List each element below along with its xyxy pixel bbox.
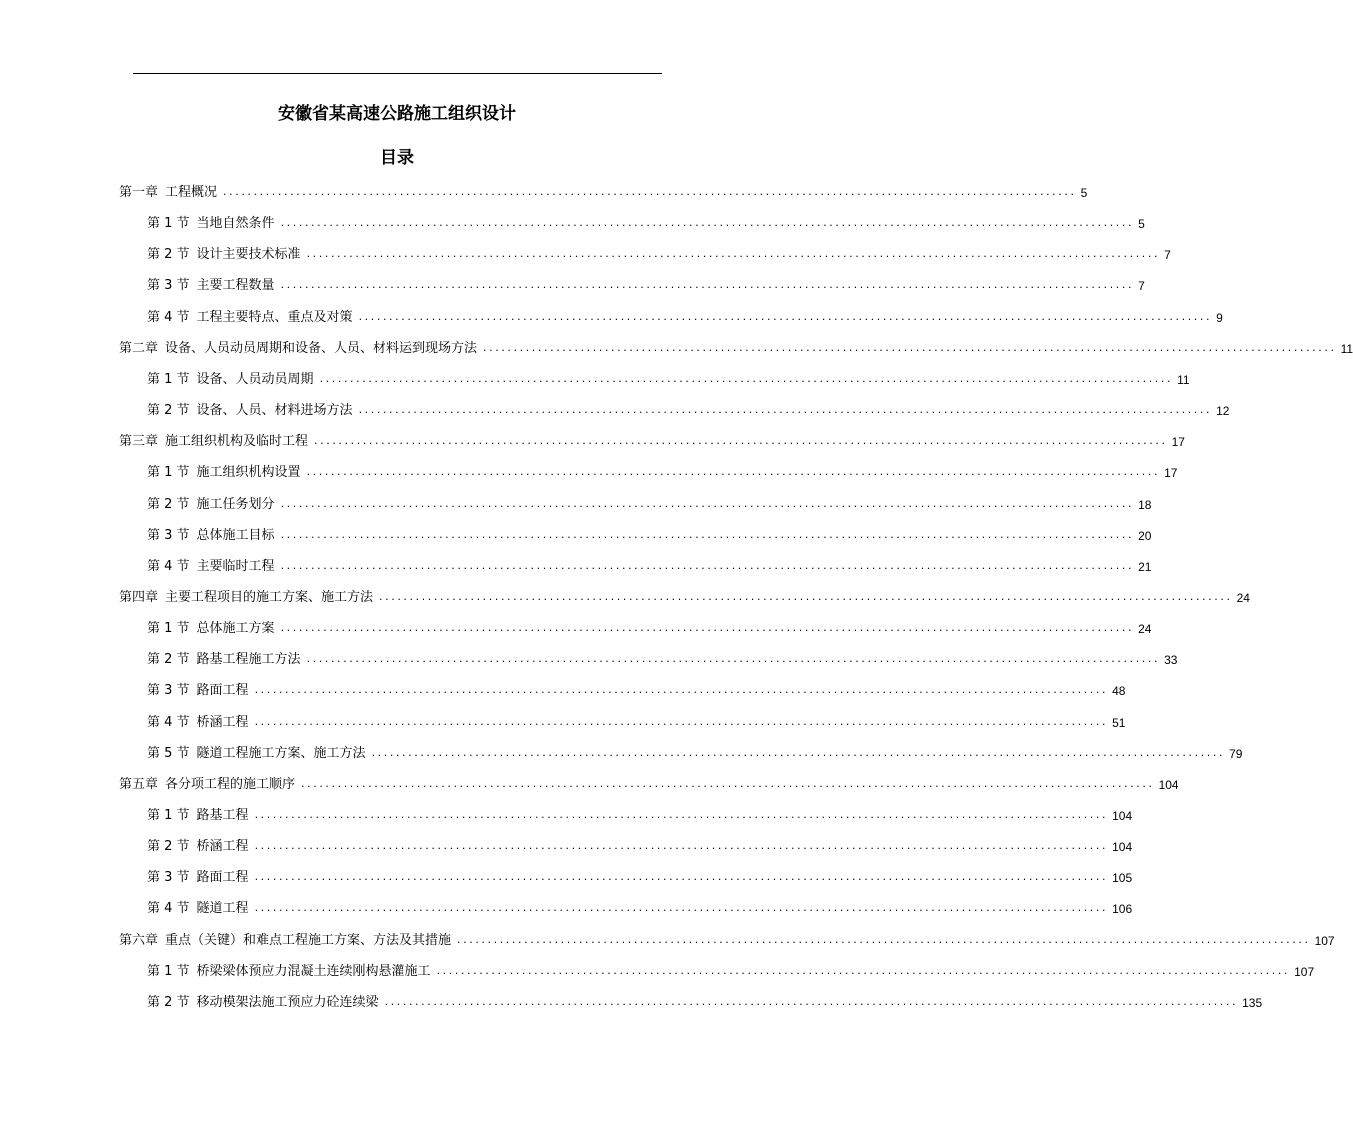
- toc-entry-title: 隧道工程施工方案、施工方法: [196, 745, 366, 761]
- toc-entry-title: 工程概况: [165, 185, 218, 200]
- toc-dot-leader: ............................................................................................................................................: [254, 839, 1109, 853]
- toc-entry-label: [147, 555, 275, 579]
- toc-entry-label: [147, 648, 301, 672]
- header-rule: [133, 73, 662, 74]
- toc-entry-title: 重点（关键）和难点工程施工方案、方法及其措施: [165, 932, 452, 948]
- toc-dot-leader: ............................................................................................................................................: [306, 652, 1161, 666]
- toc-entry-title: 移动模架法施工预应力砼连续梁: [196, 994, 379, 1010]
- toc-entry-label: [119, 430, 308, 454]
- toc-entry-number: 第 2 节: [147, 839, 190, 855]
- toc-entry-title: 设计主要技术标准: [196, 247, 301, 263]
- toc-entry-label: [147, 524, 275, 548]
- toc-chapter-entry[interactable]: [119, 929, 1335, 953]
- toc-entry-label: [147, 368, 314, 392]
- toc-entry-label: [119, 337, 477, 361]
- toc-entry-number: 第 1 节: [147, 371, 190, 387]
- toc-entry-label: [147, 742, 366, 766]
- toc-entry-title: 路基工程: [196, 808, 249, 823]
- toc-entry-label: [147, 617, 275, 641]
- toc-entry-number: 第 2 节: [147, 652, 190, 668]
- toc-entry-label: [147, 804, 249, 828]
- toc-entry-label: [147, 243, 301, 267]
- toc-section-entry[interactable]: [147, 306, 1223, 330]
- toc-entry-title: 设备、人员动员周期: [196, 371, 314, 387]
- toc-page-number: 21: [1138, 559, 1152, 574]
- toc-dot-leader: ............................................................................................................................................: [254, 808, 1109, 821]
- toc-entry-number: 第 2 节: [147, 247, 190, 263]
- toc-section-entry[interactable]: [147, 991, 1263, 1015]
- toc-section-entry[interactable]: [147, 835, 1133, 859]
- toc-dot-leader: ............................................................................................................................................: [280, 278, 1135, 292]
- toc-entry-label: [147, 212, 275, 236]
- toc-entry-title: 路面工程: [196, 870, 249, 886]
- toc-page-number: 18: [1138, 497, 1152, 512]
- toc-entry-title: 施工组织机构设置: [196, 465, 301, 481]
- toc-dot-leader: ............................................................................................................................................: [280, 496, 1135, 510]
- toc-section-entry[interactable]: [147, 461, 1178, 485]
- toc-dot-leader: ............................................................................................................................................: [280, 621, 1135, 635]
- toc-entry-number: 第五章: [119, 776, 159, 792]
- toc-section-entry[interactable]: [147, 368, 1190, 392]
- toc-section-entry[interactable]: [147, 742, 1243, 766]
- toc-entry-number: 第 1 节: [147, 465, 190, 481]
- toc-dot-leader: ............................................................................................................................................: [457, 932, 1311, 946]
- toc-dot-leader: ............................................................................................................................................: [306, 465, 1161, 479]
- toc-entry-label: [147, 306, 353, 330]
- toc-page-number: 24: [1236, 590, 1250, 605]
- toc-page-number: 104: [1112, 840, 1133, 855]
- toc-entry-title: 总体施工方案: [196, 621, 275, 637]
- toc-entry-title: 施工组织机构及临时工程: [165, 434, 309, 450]
- toc-entry-title: 主要工程项目的施工方案、施工方法: [165, 589, 374, 605]
- toc-page-number: 105: [1112, 871, 1133, 886]
- toc-entry-title: 主要工程数量: [196, 278, 275, 294]
- toc-entry-label: [147, 493, 275, 517]
- toc-entry-number: 第 2 节: [147, 403, 190, 419]
- toc-entry-number: 第 4 节: [147, 714, 190, 730]
- toc-entry-number: 第 3 节: [147, 683, 190, 699]
- toc-entry-label: [119, 586, 373, 610]
- toc-page-number: 51: [1112, 715, 1126, 730]
- toc-entry-number: 第二章: [119, 340, 159, 356]
- toc-entry-label: [147, 679, 249, 703]
- toc-chapter-entry[interactable]: [119, 586, 1250, 610]
- toc-section-entry[interactable]: [147, 243, 1171, 267]
- toc-entry-label: [147, 866, 249, 890]
- toc-page-number: 5: [1080, 186, 1088, 200]
- toc-dot-leader: ............................................................................................................................................: [223, 185, 1077, 198]
- toc-entry-number: 第 1 节: [147, 216, 190, 232]
- toc-entry-title: 路基工程施工方法: [196, 652, 301, 668]
- toc-entry-title: 工程主要特点、重点及对策: [196, 309, 353, 325]
- toc-heading: 目录: [380, 148, 414, 168]
- toc-section-entry[interactable]: [147, 897, 1133, 921]
- toc-entry-title: 隧道工程: [196, 901, 249, 917]
- toc-dot-leader: ............................................................................................................................................: [306, 247, 1161, 261]
- toc-page-number: 20: [1138, 528, 1152, 543]
- toc-page-number: 17: [1171, 435, 1185, 450]
- toc-entry-label: [147, 835, 249, 859]
- toc-dot-leader: ............................................................................................................................................: [319, 371, 1174, 385]
- toc-page-number: 17: [1164, 466, 1178, 481]
- toc-entry-title: 桥涵工程: [196, 839, 249, 855]
- toc-chapter-entry[interactable]: [119, 430, 1185, 454]
- toc-entry-number: 第 1 节: [147, 963, 190, 979]
- toc-entry-number: 第三章: [119, 434, 159, 450]
- toc-dot-leader: ............................................................................................................................................: [254, 714, 1109, 728]
- toc-dot-leader: ............................................................................................................................................: [483, 340, 1337, 354]
- toc-entry-title: 设备、人员动员周期和设备、人员、材料运到现场方法: [165, 340, 478, 356]
- toc-page-number: 79: [1229, 746, 1243, 761]
- toc-entry-title: 各分项工程的施工顺序: [165, 776, 296, 792]
- toc-section-entry[interactable]: [147, 804, 1133, 828]
- toc-dot-leader: ............................................................................................................................................: [301, 776, 1155, 790]
- toc-page-number: 11: [1177, 372, 1190, 387]
- toc-entry-title: 施工任务划分: [196, 496, 275, 512]
- toc-dot-leader: ............................................................................................................................................: [436, 963, 1291, 977]
- toc-entry-number: 第 5 节: [147, 745, 190, 761]
- toc-entry-number: 第 3 节: [147, 870, 190, 886]
- toc-page-number: 5: [1138, 217, 1145, 232]
- toc-dot-leader: ............................................................................................................................................: [358, 403, 1213, 417]
- toc-dot-leader: ............................................................................................................................................: [254, 683, 1109, 697]
- toc-entry-number: 第 2 节: [147, 496, 190, 512]
- toc-entry-title: 总体施工目标: [196, 527, 275, 543]
- toc-page-number: 48: [1112, 684, 1126, 699]
- toc-entry-number: 第 4 节: [147, 901, 190, 917]
- toc-page-number: 106: [1112, 902, 1133, 917]
- toc-entry-label: [147, 274, 275, 298]
- toc-section-entry[interactable]: [147, 679, 1126, 703]
- toc-page-number: 107: [1314, 933, 1335, 948]
- toc-entry-label: [147, 711, 249, 735]
- toc-page-number: 107: [1294, 964, 1315, 979]
- toc-entry-label: [147, 991, 379, 1015]
- toc-page-number: 135: [1242, 995, 1263, 1010]
- toc-dot-leader: ............................................................................................................................................: [384, 994, 1239, 1008]
- toc-entry-label: [147, 960, 431, 984]
- toc-page-number: 24: [1138, 622, 1152, 637]
- toc-section-entry[interactable]: [147, 399, 1230, 423]
- toc-chapter-entry[interactable]: [119, 773, 1179, 797]
- toc-dot-leader: ............................................................................................................................................: [280, 558, 1135, 572]
- toc-entry-label: [147, 897, 249, 921]
- toc-entry-title: 当地自然条件: [196, 216, 275, 232]
- toc-entry-title: 桥涵工程: [196, 714, 249, 730]
- toc-section-entry[interactable]: [147, 524, 1152, 548]
- toc-entry-label: [147, 399, 353, 423]
- toc-entry-number: 第六章: [119, 932, 159, 948]
- toc-entry-number: 第四章: [119, 589, 159, 605]
- toc-entry-number: 第 1 节: [147, 621, 190, 637]
- toc-entry-label: [119, 773, 295, 797]
- toc-dot-leader: ............................................................................................................................................: [314, 434, 1168, 448]
- toc-chapter-entry[interactable]: [119, 181, 1088, 205]
- toc-entry-number: 第 1 节: [147, 808, 190, 823]
- toc-dot-leader: ............................................................................................................................................: [280, 216, 1135, 230]
- document-title: 安徽省某高速公路施工组织设计: [278, 104, 516, 124]
- toc-entry-number: 第 4 节: [147, 558, 190, 574]
- toc-section-entry[interactable]: [147, 617, 1152, 641]
- toc-entry-number: 第 2 节: [147, 994, 190, 1010]
- toc-section-entry[interactable]: [147, 960, 1315, 984]
- toc-entry-label: [119, 181, 217, 205]
- toc-dot-leader: ............................................................................................................................................: [379, 589, 1233, 603]
- toc-entry-number: 第 3 节: [147, 278, 190, 294]
- toc-dot-leader: ............................................................................................................................................: [254, 901, 1109, 915]
- toc-section-entry[interactable]: [147, 493, 1152, 517]
- toc-page-number: 104: [1158, 777, 1179, 792]
- toc-entry-label: [147, 461, 301, 485]
- toc-entry-title: 路面工程: [196, 683, 249, 699]
- toc-dot-leader: ............................................................................................................................................: [254, 870, 1109, 884]
- toc-section-entry[interactable]: [147, 274, 1145, 298]
- toc-entry-title: 主要临时工程: [196, 558, 275, 574]
- toc-chapter-entry[interactable]: [119, 337, 1353, 361]
- toc-entry-label: [119, 929, 451, 953]
- toc-entry-title: 桥梁梁体预应力混凝土连续刚构悬灌施工: [196, 963, 431, 979]
- toc-entry-title: 设备、人员、材料进场方法: [196, 403, 353, 419]
- toc-page-number: 11: [1340, 341, 1353, 356]
- toc-entry-number: 第 4 节: [147, 309, 190, 325]
- toc-page-number: 33: [1164, 653, 1178, 668]
- toc-page-number: 7: [1164, 248, 1171, 263]
- toc-entry-number: 第 3 节: [147, 527, 190, 543]
- toc-section-entry[interactable]: [147, 711, 1126, 735]
- toc-dot-leader: ............................................................................................................................................: [358, 309, 1213, 323]
- toc-entry-number: 第一章: [119, 185, 159, 200]
- toc-page-number: 12: [1216, 404, 1230, 419]
- toc-dot-leader: ............................................................................................................................................: [371, 745, 1226, 759]
- toc-section-entry[interactable]: [147, 866, 1133, 890]
- toc-section-entry[interactable]: [147, 212, 1145, 236]
- toc-section-entry[interactable]: [147, 555, 1152, 579]
- toc-section-entry[interactable]: [147, 648, 1178, 672]
- toc-page-number: 9: [1216, 310, 1223, 325]
- toc-page-number: 104: [1112, 809, 1133, 823]
- toc-page-number: 7: [1138, 279, 1145, 294]
- toc-dot-leader: ............................................................................................................................................: [280, 527, 1135, 541]
